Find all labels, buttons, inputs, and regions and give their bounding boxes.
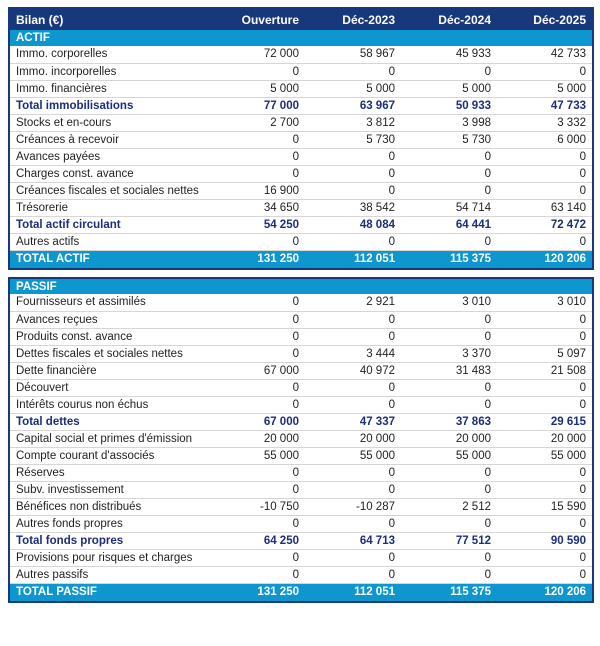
table-row [9, 447, 593, 464]
table-row [9, 294, 593, 311]
row-label: Réserves [9, 464, 209, 481]
cell-value: 5 000 [401, 80, 497, 97]
cell-value: 50 933 [401, 97, 497, 114]
section-title: PASSIF [9, 278, 593, 294]
cell-value: 0 [209, 345, 305, 362]
cell-value: 64 441 [401, 216, 497, 233]
table-row [9, 311, 593, 328]
row-label: Immo. financières [9, 80, 209, 97]
cell-value: 31 483 [401, 362, 497, 379]
row-label: Autres fonds propres [9, 515, 209, 532]
actif-rows [9, 30, 593, 269]
cell-value: 0 [305, 379, 401, 396]
column-header-dec-2025: Déc-2025 [497, 8, 593, 30]
table-row [9, 481, 593, 498]
cell-value: 0 [401, 481, 497, 498]
row-label: Total immobilisations [9, 97, 209, 114]
cell-value: 21 508 [497, 362, 593, 379]
cell-value: 54 714 [401, 199, 497, 216]
cell-value: 3 444 [305, 345, 401, 362]
row-label: Créances à recevoir [9, 131, 209, 148]
cell-value: 55 000 [401, 447, 497, 464]
cell-value: 0 [305, 464, 401, 481]
section-title: ACTIF [9, 30, 593, 46]
cell-value: 16 900 [209, 182, 305, 199]
cell-value: 3 010 [497, 294, 593, 311]
cell-value: 2 700 [209, 114, 305, 131]
row-label: Capital social et primes d'émission [9, 430, 209, 447]
cell-value: 131 250 [209, 250, 305, 269]
cell-value: 0 [401, 549, 497, 566]
cell-value: 67 000 [209, 362, 305, 379]
table-row [9, 80, 593, 97]
table-row [9, 345, 593, 362]
section-header-row [9, 30, 593, 46]
cell-value: 47 337 [305, 413, 401, 430]
cell-value: 0 [305, 515, 401, 532]
cell-value: 29 615 [497, 413, 593, 430]
cell-value: 0 [209, 515, 305, 532]
cell-value: 0 [209, 311, 305, 328]
cell-value: 0 [209, 233, 305, 250]
cell-value: 0 [401, 165, 497, 182]
cell-value: 64 250 [209, 532, 305, 549]
cell-value: 0 [209, 131, 305, 148]
cell-value: 0 [497, 515, 593, 532]
cell-value: 131 250 [209, 583, 305, 602]
row-label: Dette financière [9, 362, 209, 379]
row-label: Compte courant d'associés [9, 447, 209, 464]
table-row [9, 396, 593, 413]
table-row [9, 233, 593, 250]
row-label: Autres actifs [9, 233, 209, 250]
cell-value: 72 000 [209, 46, 305, 63]
cell-value: 0 [305, 165, 401, 182]
cell-value: 55 000 [209, 447, 305, 464]
column-header-dec-2023: Déc-2023 [305, 8, 401, 30]
row-label: TOTAL PASSIF [9, 583, 209, 602]
cell-value: 58 967 [305, 46, 401, 63]
table-row [9, 464, 593, 481]
cell-value: 47 733 [497, 97, 593, 114]
cell-value: 0 [305, 481, 401, 498]
cell-value: 0 [401, 311, 497, 328]
cell-value: 3 998 [401, 114, 497, 131]
cell-value: 112 051 [305, 250, 401, 269]
row-label: Total fonds propres [9, 532, 209, 549]
cell-value: 0 [497, 165, 593, 182]
cell-value: 0 [209, 328, 305, 345]
table-row [9, 498, 593, 515]
row-label: Stocks et en-cours [9, 114, 209, 131]
table-row [9, 379, 593, 396]
cell-value: 48 084 [305, 216, 401, 233]
cell-value: 3 010 [401, 294, 497, 311]
header-row [9, 8, 593, 30]
cell-value: 0 [497, 566, 593, 583]
table-row [9, 148, 593, 165]
cell-value: 54 250 [209, 216, 305, 233]
cell-value: 20 000 [497, 430, 593, 447]
cell-value: 0 [401, 63, 497, 80]
table-row [9, 199, 593, 216]
table-row [9, 328, 593, 345]
table-row [9, 549, 593, 566]
cell-value: 0 [401, 182, 497, 199]
cell-value: 0 [209, 464, 305, 481]
cell-value: 0 [497, 481, 593, 498]
table-row [9, 362, 593, 379]
table-row [9, 566, 593, 583]
cell-value: 0 [401, 515, 497, 532]
cell-value: 0 [209, 294, 305, 311]
row-label: Fournisseurs et assimilés [9, 294, 209, 311]
row-label: Total dettes [9, 413, 209, 430]
table-row [9, 532, 593, 549]
row-label: Autres passifs [9, 566, 209, 583]
row-label: Créances fiscales et sociales nettes [9, 182, 209, 199]
table-row [9, 114, 593, 131]
cell-value: 120 206 [497, 250, 593, 269]
cell-value: 34 650 [209, 199, 305, 216]
cell-value: 5 097 [497, 345, 593, 362]
cell-value: 112 051 [305, 583, 401, 602]
row-label: Immo. incorporelles [9, 63, 209, 80]
cell-value: 0 [401, 148, 497, 165]
cell-value: 42 733 [497, 46, 593, 63]
cell-value: 0 [497, 396, 593, 413]
cell-value: 45 933 [401, 46, 497, 63]
cell-value: 37 863 [401, 413, 497, 430]
cell-value: 0 [497, 311, 593, 328]
table-header [9, 8, 593, 30]
cell-value: 0 [497, 148, 593, 165]
cell-value: 3 812 [305, 114, 401, 131]
row-label: Dettes fiscales et sociales nettes [9, 345, 209, 362]
column-header-bilan: Bilan (€) [9, 8, 209, 30]
cell-value: 0 [305, 148, 401, 165]
row-label: Avances payées [9, 148, 209, 165]
table-row [9, 46, 593, 63]
cell-value: 115 375 [401, 583, 497, 602]
cell-value: 0 [305, 396, 401, 413]
cell-value: 63 140 [497, 199, 593, 216]
cell-value: -10 750 [209, 498, 305, 515]
cell-value: 0 [401, 566, 497, 583]
cell-value: 77 512 [401, 532, 497, 549]
row-label: Trésorerie [9, 199, 209, 216]
row-label: Subv. investissement [9, 481, 209, 498]
cell-value: 38 542 [305, 199, 401, 216]
column-header-dec-2024: Déc-2024 [401, 8, 497, 30]
passif-table [8, 277, 594, 603]
cell-value: 0 [209, 396, 305, 413]
cell-value: 55 000 [305, 447, 401, 464]
cell-value: 0 [497, 549, 593, 566]
cell-value: 0 [209, 379, 305, 396]
cell-value: 0 [401, 464, 497, 481]
cell-value: 55 000 [497, 447, 593, 464]
cell-value: 0 [401, 233, 497, 250]
column-header-ouverture: Ouverture [209, 8, 305, 30]
table-row [9, 583, 593, 602]
cell-value: 72 472 [497, 216, 593, 233]
actif-table [8, 7, 594, 270]
cell-value: 20 000 [401, 430, 497, 447]
cell-value: 0 [401, 328, 497, 345]
cell-value: 2 512 [401, 498, 497, 515]
cell-value: 0 [305, 63, 401, 80]
cell-value: 5 730 [305, 131, 401, 148]
cell-value: -10 287 [305, 498, 401, 515]
passif-rows [9, 278, 593, 602]
table-row [9, 413, 593, 430]
cell-value: 15 590 [497, 498, 593, 515]
row-label: Produits const. avance [9, 328, 209, 345]
cell-value: 120 206 [497, 583, 593, 602]
table-row [9, 131, 593, 148]
row-label: Découvert [9, 379, 209, 396]
table-row [9, 430, 593, 447]
table-row [9, 63, 593, 80]
cell-value: 0 [305, 566, 401, 583]
cell-value: 20 000 [209, 430, 305, 447]
cell-value: 3 370 [401, 345, 497, 362]
table-row [9, 165, 593, 182]
cell-value: 5 000 [497, 80, 593, 97]
cell-value: 0 [305, 233, 401, 250]
cell-value: 40 972 [305, 362, 401, 379]
cell-value: 3 332 [497, 114, 593, 131]
row-label: Intérêts courus non échus [9, 396, 209, 413]
cell-value: 0 [209, 566, 305, 583]
cell-value: 5 000 [305, 80, 401, 97]
cell-value: 20 000 [305, 430, 401, 447]
row-label: Charges const. avance [9, 165, 209, 182]
cell-value: 0 [305, 311, 401, 328]
cell-value: 5 730 [401, 131, 497, 148]
row-label: Avances reçues [9, 311, 209, 328]
row-label: Provisions pour risques et charges [9, 549, 209, 566]
table-row [9, 250, 593, 269]
table-row [9, 515, 593, 532]
cell-value: 90 590 [497, 532, 593, 549]
table-row [9, 216, 593, 233]
row-label: Immo. corporelles [9, 46, 209, 63]
row-label: Total actif circulant [9, 216, 209, 233]
cell-value: 115 375 [401, 250, 497, 269]
cell-value: 0 [401, 379, 497, 396]
table-row [9, 97, 593, 114]
cell-value: 0 [497, 63, 593, 80]
row-label: TOTAL ACTIF [9, 250, 209, 269]
cell-value: 64 713 [305, 532, 401, 549]
cell-value: 77 000 [209, 97, 305, 114]
cell-value: 0 [305, 328, 401, 345]
cell-value: 0 [401, 396, 497, 413]
cell-value: 6 000 [497, 131, 593, 148]
section-header-row [9, 278, 593, 294]
cell-value: 0 [305, 182, 401, 199]
cell-value: 5 000 [209, 80, 305, 97]
cell-value: 0 [209, 165, 305, 182]
cell-value: 0 [497, 464, 593, 481]
cell-value: 0 [209, 549, 305, 566]
table-row [9, 182, 593, 199]
cell-value: 0 [497, 182, 593, 199]
cell-value: 0 [497, 379, 593, 396]
cell-value: 0 [497, 328, 593, 345]
row-label: Bénéfices non distribués [9, 498, 209, 515]
cell-value: 63 967 [305, 97, 401, 114]
cell-value: 0 [209, 63, 305, 80]
cell-value: 2 921 [305, 294, 401, 311]
cell-value: 67 000 [209, 413, 305, 430]
cell-value: 0 [497, 233, 593, 250]
cell-value: 0 [209, 481, 305, 498]
cell-value: 0 [209, 148, 305, 165]
cell-value: 0 [305, 549, 401, 566]
